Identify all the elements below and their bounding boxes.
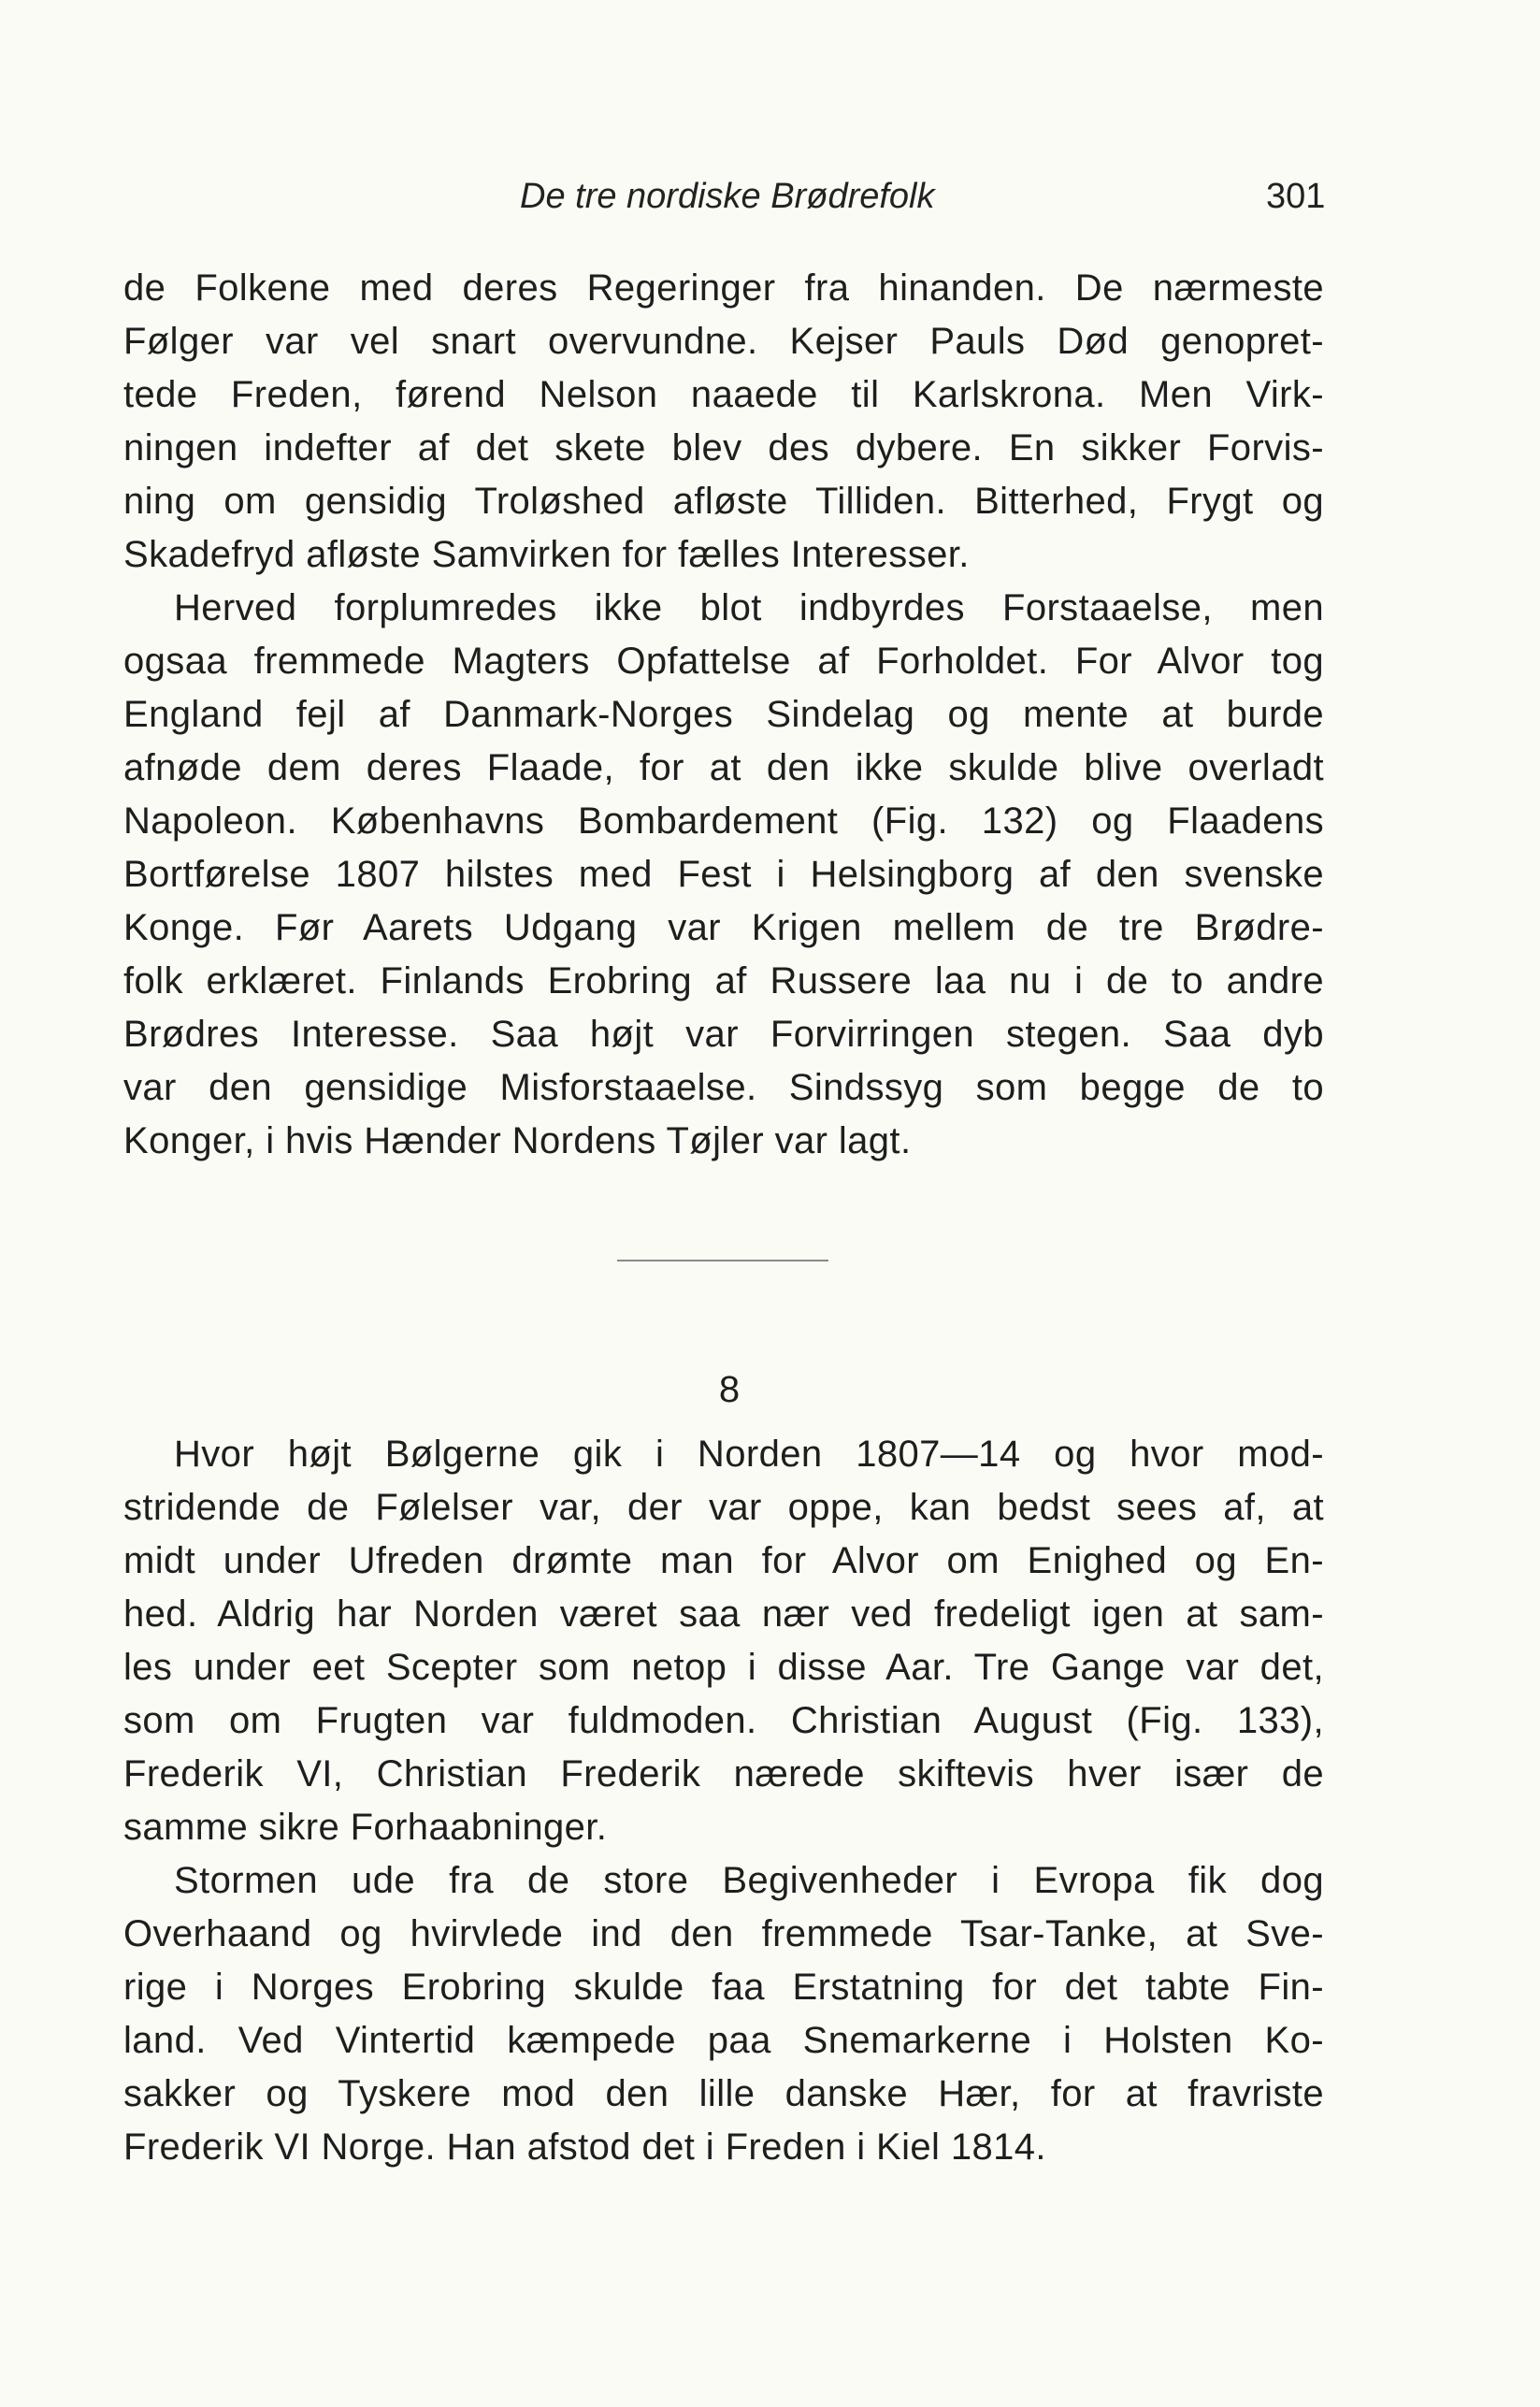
text-line: ningen indefter af det skete blev des dybere. En sikker Forvis- <box>123 427 1324 468</box>
text-line: ogsaa fremmede Magters Opfattelse af Forholdet. For Alvor tog <box>123 641 1324 682</box>
text-line: Stormen ude fra de store Begivenheder i Evropa fik dog <box>174 1860 1324 1901</box>
text-line: rige i Norges Erobring skulde faa Erstatning for det tabte Fin- <box>123 1967 1324 2008</box>
text-line: tede Freden, førend Nelson naaede til Karlskrona. Men Virk- <box>123 374 1324 415</box>
text-line: England fejl af Danmark-Norges Sindelag og mente at burde <box>123 694 1324 735</box>
text-line: afnøde dem deres Flaade, for at den ikke skulde blive overladt <box>123 747 1324 788</box>
text-line: Napoleon. Københavns Bombardement (Fig. 132) og Flaadens <box>123 800 1324 842</box>
text-line: var den gensidige Misforstaaelse. Sindssyg som begge de to <box>123 1067 1324 1108</box>
text-line: land. Ved Vintertid kæmpede paa Snemarkerne i Holsten Ko- <box>123 2020 1324 2061</box>
text-line: Konger, i hvis Hænder Nordens Tøjler var lagt. <box>123 1120 912 1161</box>
text-line: sakker og Tyskere mod den lille danske Hær, for at fravriste <box>123 2073 1324 2114</box>
text-line: Følger var vel snart overvundne. Kejser Pauls Død genopret- <box>123 321 1324 362</box>
text-line: Brødres Interesse. Saa højt var Forvirringen stegen. Saa dyb <box>123 1014 1324 1055</box>
page-number: 301 <box>1266 177 1326 216</box>
text-line: Bortførelse 1807 hilstes med Fest i Helsingborg af den svenske <box>123 854 1324 895</box>
text-line: ning om gensidig Troløshed afløste Tilliden. Bitterhed, Frygt og <box>123 481 1324 522</box>
section-divider <box>617 1260 828 1261</box>
text-line: Frederik VI Norge. Han afstod det i Freden i Kiel 1814. <box>123 2126 1046 2168</box>
text-line: Skadefryd afløste Samvirken for fælles Interesser. <box>123 534 970 575</box>
text-line: de Folkene med deres Regeringer fra hinanden. De nærmeste <box>123 267 1324 309</box>
text-line: hed. Aldrig har Norden været saa nær ved fredeligt igen at sam- <box>123 1593 1324 1635</box>
text-line: som om Frugten var fuldmoden. Christian August (Fig. 133), <box>123 1700 1324 1741</box>
text-line: folk erklæret. Finlands Erobring af Russere laa nu i de to andre <box>123 960 1324 1002</box>
text-line: samme sikre Forhaabninger. <box>123 1807 608 1848</box>
text-line: Frederik VI, Christian Frederik nærede skiftevis hver især de <box>123 1753 1324 1794</box>
text-line: Overhaand og hvirvlede ind den fremmede Tsar-Tanke, at Sve- <box>123 1913 1324 1954</box>
text-line: les under eet Scepter som netop i disse Aar. Tre Gange var det, <box>123 1647 1324 1688</box>
section-number: 8 <box>718 1369 741 1410</box>
text-line: Herved forplumredes ikke blot indbyrdes Forstaaelse, men <box>174 587 1324 628</box>
text-line: Hvor højt Bølgerne gik i Norden 1807—14 og hvor mod- <box>174 1434 1324 1475</box>
running-title: De tre nordiske Brødrefolk <box>520 177 935 216</box>
text-line: stridende de Følelser var, der var oppe, kan bedst sees af, at <box>123 1487 1324 1528</box>
text-line: Konge. Før Aarets Udgang var Krigen mellem de tre Brødre- <box>123 907 1324 948</box>
text-line: midt under Ufreden drømte man for Alvor om Enighed og En- <box>123 1540 1324 1581</box>
